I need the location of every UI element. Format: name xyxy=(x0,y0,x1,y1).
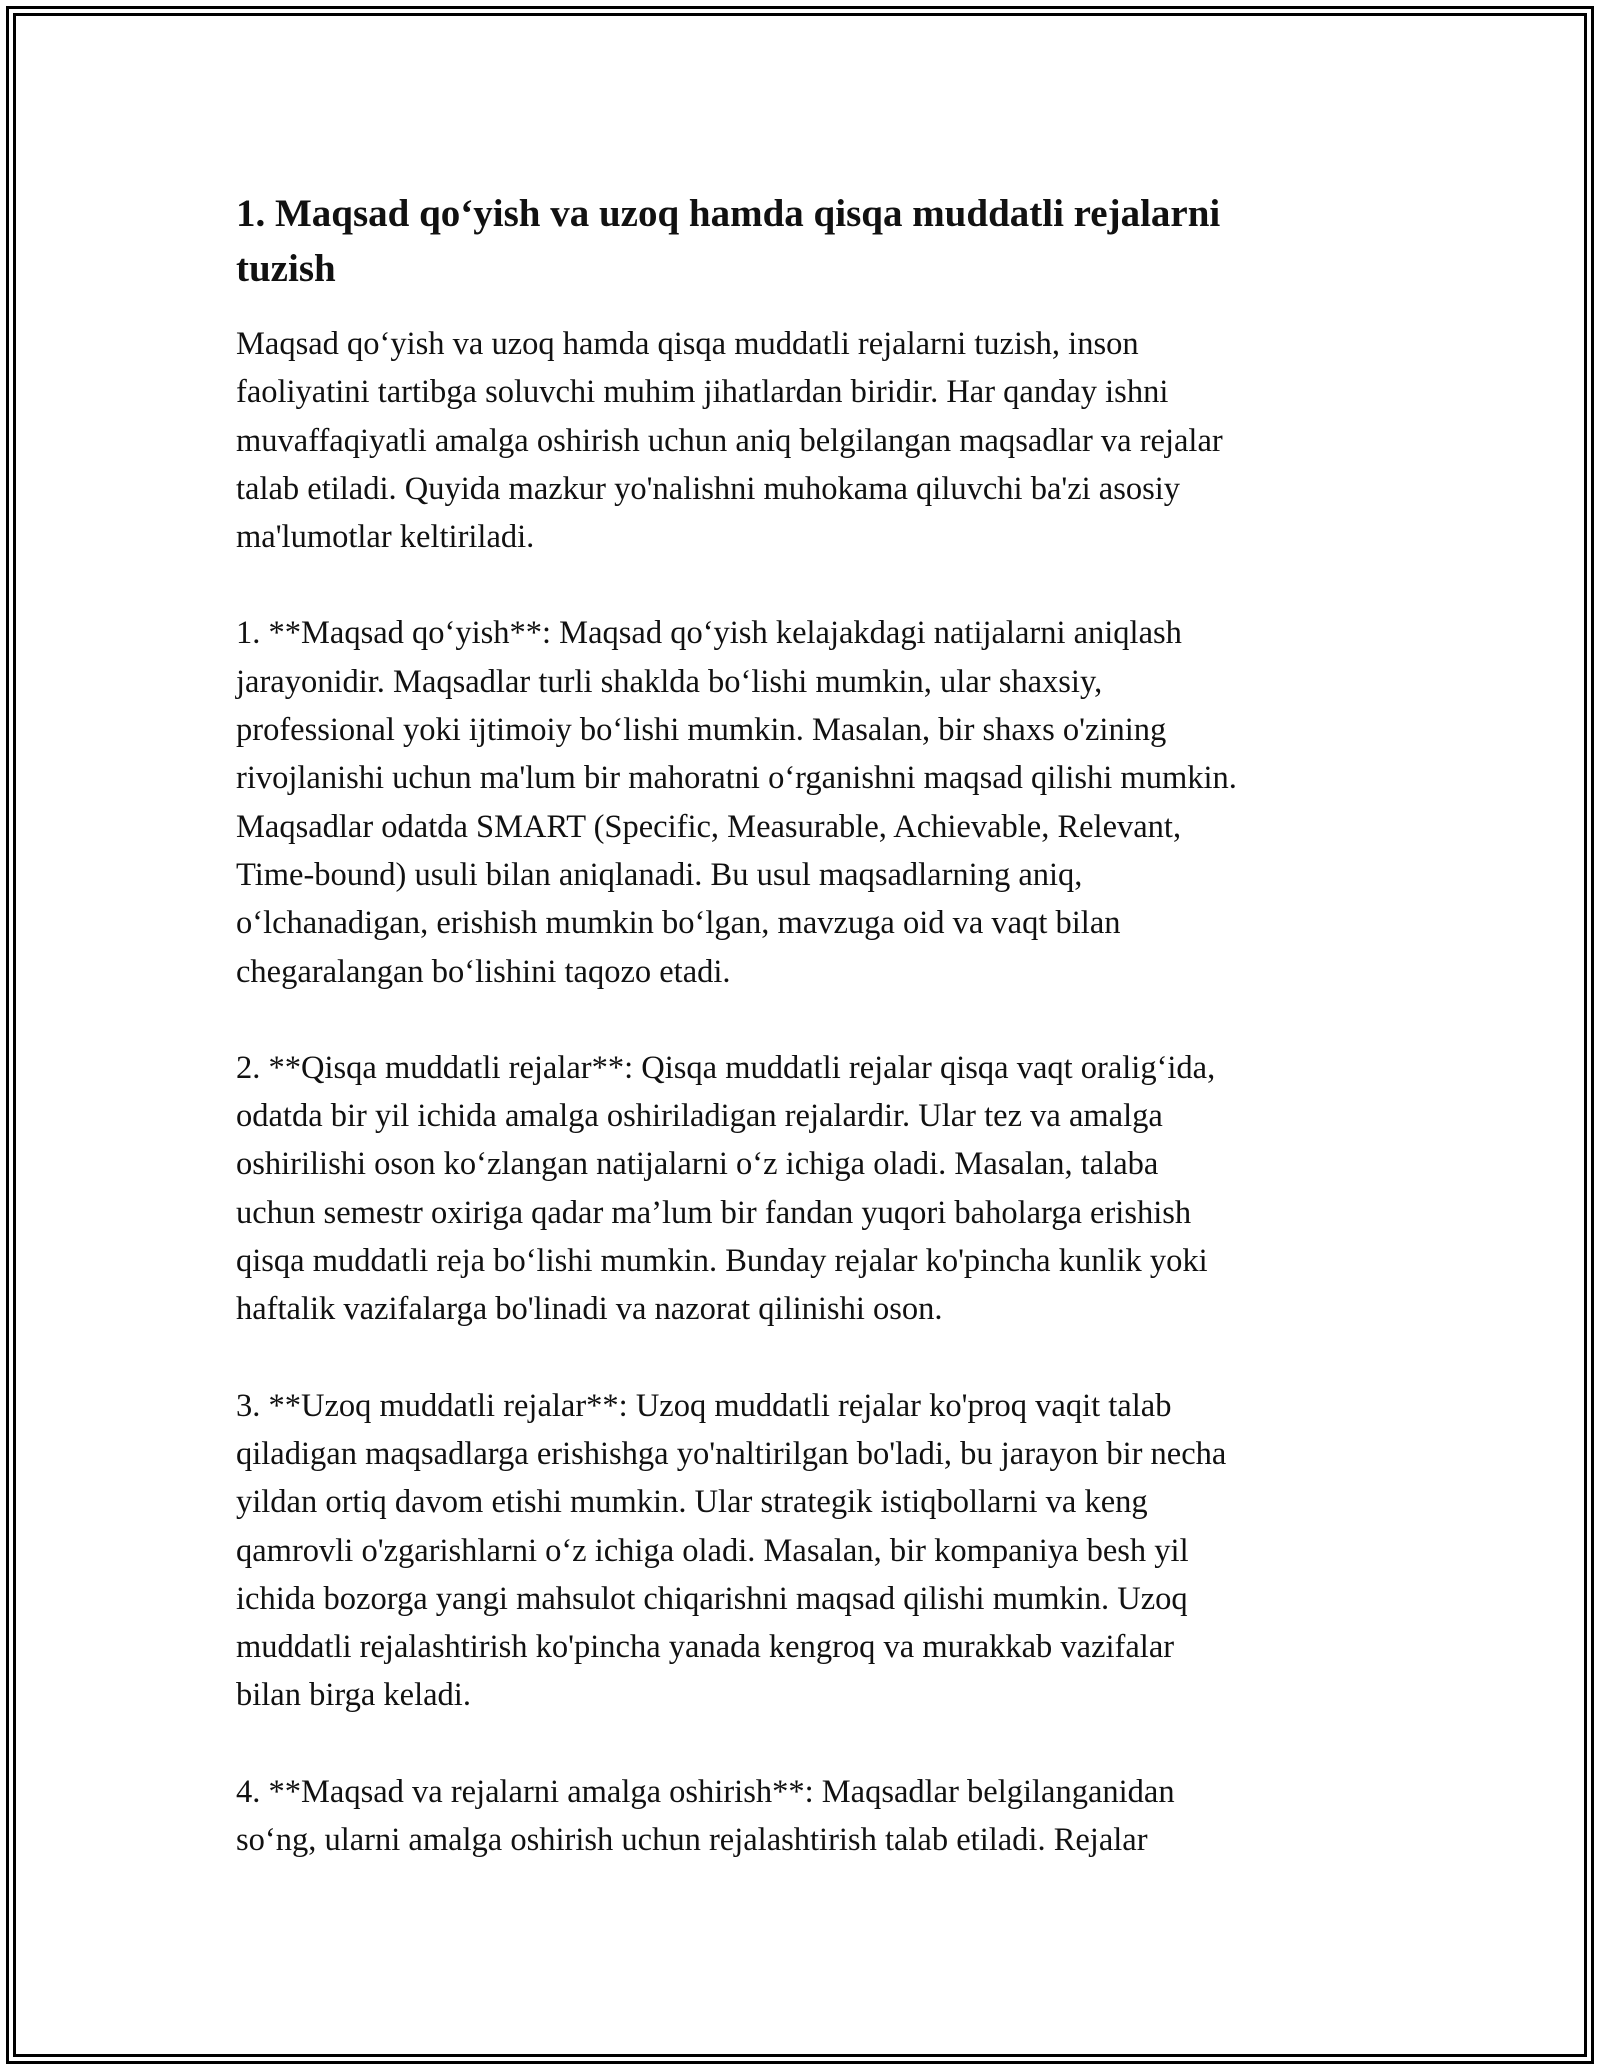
paragraph-implementation: 4. **Maqsad va rejalarni amalga oshirish**: Maqsadlar belgilanganidan so‘ng, ularni amalga oshirish uchun rejalashtirish talab etiladi. Rejalar xyxy=(236,1773,1175,1859)
intro-paragraph: Maqsad qo‘yish va uzoq hamda qisqa muddatli rejalarni tuzish, inson faoliyatini tartibga soluvchi muhim jihatlardan biridir. Har qanday ishni muvaffaqiyatli amalga oshirish uchun aniq belgilangan maqsadlar va rejalar talab etiladi. Quyida mazkur yo'nalishni muhokama qiluvchi ba'zi asosiy ma'lumotlar keltiriladi. xyxy=(236,326,1223,556)
paragraph-long-term-plans: 3. **Uzoq muddatli rejalar**: Uzoq muddatli rejalar ko'proq vaqit talab qiladigan maqsadlarga erishishga yo'naltirilgan bo'ladi, bu jarayon bir necha yildan ortiq davom etishi mumkin. Ular strategik istiqbollarni va keng qamrovli o'zgarishlarni o‘z ichiga oladi. Masalan, bir kompaniya besh yil ichida bozorga yangi mahsulot chiqarishni maqsad qilishi mumkin. Uzoq muddatli rejalashtirish ko'pincha yanada kengroq va murakkab vazifalar bilan birga keladi. xyxy=(236,1387,1227,1714)
document-page xyxy=(236,186,1376,1912)
paragraph-goal-setting: 1. **Maqsad qo‘yish**: Maqsad qo‘yish kelajakdagi natijalarni aniqlash jarayonidir. Maqsadlar turli shaklda bo‘lishi mumkin, ular shaxsiy, professional yoki ijtimoiy bo‘lishi mumkin. Masalan, bir shaxs o'zining rivojlanishi uchun ma'lum bir mahoratni o‘rganishni maqsad qilishi mumkin. Maqsadlar odatda SMART (Specific, Measurable, Achievable, Relevant, Time-bound) usuli bilan aniqlanadi. Bu usul maqsadlarning aniq, o‘lchanadigan, erishish mumkin bo‘lgan, mavzuga oid va vaqt bilan chegaralangan bo‘lishini taqozo etadi. xyxy=(236,615,1237,990)
paragraph-short-term-plans: 2. **Qisqa muddatli rejalar**: Qisqa muddatli rejalar qisqa vaqt oralig‘ida, odatda bir yil ichida amalga oshiriladigan rejalardir. Ular tez va amalga oshirilishi oson ko‘zlangan natijalarni o‘z ichiga oladi. Masalan, talaba uchun semestr oxiriga qadar ma’lum bir fandan yuqori baholarga erishish qisqa muddatli reja bo‘lishi mumkin. Bunday rejalar ko'pincha kunlik yoki haftalik vazifalarga bo'linadi va nazorat qilinishi oson. xyxy=(236,1049,1216,1328)
document-title: 1. Maqsad qo‘yish va uzoq hamda qisqa muddatli rejalarni tuzish xyxy=(236,192,1221,290)
